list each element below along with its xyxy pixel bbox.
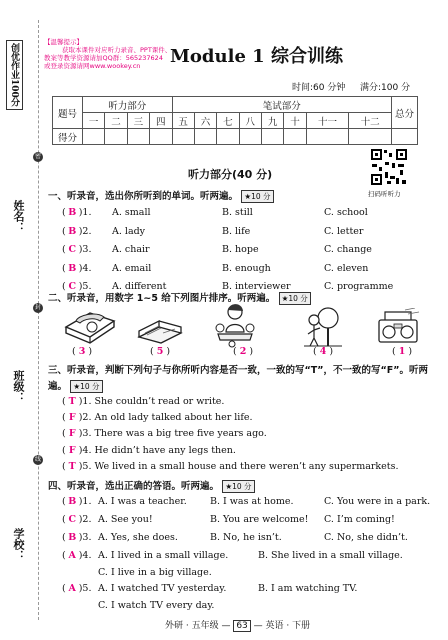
answer-text[interactable]: 3 <box>78 346 86 357</box>
score-cell[interactable] <box>105 129 127 145</box>
option-b: B. hope <box>222 244 259 255</box>
section-2-title-text: 二、听录音，用数字 1~5 给下列图片排序。听两遍。 <box>48 293 276 304</box>
answer-text[interactable]: 5 <box>156 346 164 357</box>
question-number: )3. <box>78 244 92 255</box>
table-num: 十 <box>284 113 306 129</box>
option-c: C. programme <box>324 281 394 292</box>
score-cell[interactable] <box>349 129 392 145</box>
option-b: B. No, he isn’t. <box>210 532 282 543</box>
telephone-icon <box>60 307 120 347</box>
answer-text[interactable]: B <box>68 262 77 274</box>
radio-icon <box>375 308 421 344</box>
answer-text[interactable]: 1 <box>398 346 406 357</box>
seal-line <box>38 20 39 620</box>
option-a: A. small <box>112 207 151 218</box>
table-num: 六 <box>194 113 216 129</box>
section-1-title <box>48 188 274 203</box>
question-row: ( B )3. <box>62 532 92 543</box>
brand-box <box>6 40 23 110</box>
question-row: ( A )4. <box>62 550 92 561</box>
table-label: 题号 <box>53 97 83 129</box>
answer-text[interactable]: B <box>68 225 77 237</box>
question-number: )5. <box>78 281 92 292</box>
promo-line: 教案等教学资源请加QQ群：565237624 <box>44 54 163 62</box>
promo-title: 【温馨提示】 <box>44 38 83 46</box>
score-badge: ★10 分 <box>279 292 311 305</box>
option-b: B. I was at home. <box>210 496 294 507</box>
picture-order-answer[interactable]: ( 1 ) <box>392 346 413 357</box>
question-number: )4. <box>78 262 92 274</box>
score-cell[interactable] <box>392 129 418 145</box>
option-c: C. school <box>324 207 368 218</box>
total-header: 总分 <box>392 97 418 129</box>
option-c: C. eleven <box>324 262 369 274</box>
question-row: ( C )5. <box>62 281 92 292</box>
statement-row: ( F )2. An old lady talked about her life. <box>62 412 253 424</box>
page-number: 63 <box>233 620 250 632</box>
option-a: A. I lived in a small village. <box>98 550 229 561</box>
option-a: A. Yes, she does. <box>98 532 178 543</box>
option-c: C. change <box>324 244 372 255</box>
score-cell[interactable] <box>172 129 194 145</box>
answer-text[interactable]: C <box>68 514 76 525</box>
answer-text[interactable]: T <box>68 460 76 472</box>
promo-line: 获取本课件对应听力录音、PPT课件、 <box>62 46 172 54</box>
answer-text[interactable]: T <box>68 396 76 407</box>
qr-caption: 扫码听听力 <box>368 190 401 198</box>
statement-text: )1. She couldn’t read or write. <box>78 396 225 407</box>
table-num: 二 <box>105 113 127 129</box>
score-cell[interactable] <box>239 129 261 145</box>
score-table <box>52 96 418 145</box>
option-b: B. enough <box>222 262 271 274</box>
score-badge-text: 10 分 <box>232 482 252 491</box>
option-a: A. See you! <box>98 514 153 525</box>
picture-order-answer[interactable]: ( 3 ) <box>72 346 93 357</box>
option-b: B. She lived in a small village. <box>258 550 403 561</box>
question-number: )3. <box>78 532 92 543</box>
full-score: 满分:100 分 <box>360 83 411 93</box>
question-row: ( A )5. <box>62 583 92 594</box>
option-b: B. still <box>222 207 253 218</box>
promo-line: 或登录资源请网www.wookey.cn <box>44 62 141 70</box>
question-number: )2. <box>78 514 92 525</box>
section-3-title-text: 三、听录音，判断下列句子与你所听内容是否一致，一致的写“T”，不一致的写“F”。听两 <box>48 365 428 376</box>
question-number: )4. <box>78 550 92 561</box>
option-c: C. You were in a park. <box>324 496 431 507</box>
statement-row: ( F )3. There was a big tree five years ago. <box>62 428 267 440</box>
girl-with-dvd-icon <box>210 300 260 348</box>
option-a: A. different <box>112 281 167 292</box>
table-num: 七 <box>217 113 239 129</box>
score-cell[interactable] <box>284 129 306 145</box>
question-number: )5. <box>78 583 92 594</box>
score-cell[interactable] <box>194 129 216 145</box>
page-title: Module 1 综合训练 <box>170 46 343 67</box>
option-a: A. email <box>112 262 152 274</box>
table-num: 十一 <box>306 113 349 129</box>
question-row: ( B )1. <box>62 207 92 218</box>
answer-text[interactable]: F <box>68 412 76 424</box>
question-row: ( C )3. <box>62 244 92 255</box>
picture-order-answer[interactable]: ( 5 ) <box>150 346 171 357</box>
option-a: A. I was a teacher. <box>98 496 187 507</box>
option-c: C. I’m coming! <box>324 514 395 525</box>
answer-text[interactable]: 4 <box>319 346 327 357</box>
table-num: 九 <box>262 113 284 129</box>
table-num: 五 <box>172 113 194 129</box>
score-badge-text: 10 分 <box>251 192 271 201</box>
name-label: 姓名： <box>12 200 25 233</box>
score-cell[interactable] <box>127 129 149 145</box>
option-b: B. I am watching TV. <box>258 583 358 594</box>
option-a: A. lady <box>112 225 146 237</box>
seal-dot: 封 <box>34 304 41 311</box>
option-b: B. interviewer <box>222 281 291 292</box>
statement-row: ( F )4. He didn’t have any legs then. <box>62 444 236 456</box>
option-a: A. I watched TV yesterday. <box>98 583 227 594</box>
section-4-title <box>48 478 255 493</box>
score-badge-text: 10 分 <box>288 294 308 303</box>
answer-text[interactable]: A <box>68 583 76 594</box>
table-num: 八 <box>239 113 261 129</box>
option-b: B. life <box>222 225 251 237</box>
time-limit: 时间:60 分钟 <box>292 83 346 93</box>
boy-with-tree-icon <box>298 300 348 348</box>
answer-text[interactable]: F <box>68 428 76 440</box>
table-num: 三 <box>127 113 149 129</box>
score-badge: ★10 分 <box>222 480 254 493</box>
table-num: 一 <box>83 113 105 129</box>
picture-order-answer[interactable]: ( 4 ) <box>313 346 334 357</box>
answer-text[interactable]: B <box>68 207 77 218</box>
footer-right: — 英语 · 下册 <box>253 621 311 631</box>
book-icon <box>135 307 185 347</box>
answer-text[interactable]: F <box>68 444 76 456</box>
score-badge-text: 10 分 <box>80 382 100 391</box>
statement-row: ( T )1. She couldn’t read or write. <box>62 396 225 407</box>
question-number: )1. <box>78 496 92 507</box>
qr-code-icon[interactable] <box>370 148 408 186</box>
answer-text[interactable]: B <box>68 496 77 507</box>
question-row: ( C )2. <box>62 514 92 525</box>
section-4-title-text: 四、听录音，选出正确的答语。听两遍。 <box>48 481 220 492</box>
statement-row: ( T )5. We lived in a small house and there weren’t any supermarkets. <box>62 460 399 472</box>
answer-text[interactable]: B <box>68 532 77 543</box>
section-3-title-text-cont: 遍。 <box>48 381 68 392</box>
listening-heading: 听力部分(40 分) <box>188 168 273 181</box>
listening-part-header: 听力部分 <box>83 97 173 113</box>
option-c: C. No, she didn’t. <box>324 532 408 543</box>
statement-text: )2. An old lady talked about her life. <box>78 412 253 424</box>
option-c: C. I watch TV every day. <box>98 600 215 611</box>
section-3-title <box>48 362 428 376</box>
option-a: A. chair <box>112 244 150 255</box>
question-row: ( B )4. <box>62 262 92 274</box>
page-footer <box>165 618 310 631</box>
seal-dot: 密 <box>34 153 41 160</box>
table-num: 四 <box>150 113 172 129</box>
option-b: B. You are welcome! <box>210 514 309 525</box>
question-number: )1. <box>78 207 92 218</box>
footer-left: 外研 · 五年级 — <box>165 621 231 631</box>
score-cell[interactable] <box>83 129 105 145</box>
option-c: C. letter <box>324 225 364 237</box>
answer-text[interactable]: 2 <box>239 346 247 357</box>
answer-text[interactable]: C <box>68 244 76 255</box>
score-row-label: 得分 <box>53 129 83 145</box>
seal-dot: 线 <box>34 456 41 463</box>
score-cell[interactable] <box>262 129 284 145</box>
option-c: C. I live in a big village. <box>98 567 212 578</box>
written-part-header: 笔试部分 <box>172 97 392 113</box>
statement-text: )3. There was a big tree five years ago. <box>78 428 267 440</box>
brand-text: 创优作业100分 <box>9 43 19 107</box>
school-label: 学校： <box>12 528 25 561</box>
picture-order-answer[interactable]: ( 2 ) <box>233 346 254 357</box>
table-num: 十二 <box>349 113 392 129</box>
statement-text: )4. He didn’t have any legs then. <box>78 444 236 456</box>
section-3-title-cont <box>48 378 103 393</box>
binding-strip <box>0 0 32 640</box>
section-2-title <box>48 290 311 305</box>
question-number: )2. <box>78 225 92 237</box>
section-1-title-text: 一、听录音，选出你所听到的单词。听两遍。 <box>48 191 239 202</box>
score-badge: ★10 分 <box>241 190 273 203</box>
question-row: ( B )1. <box>62 496 92 507</box>
answer-text[interactable]: C <box>68 281 76 292</box>
score-cell[interactable] <box>217 129 239 145</box>
score-badge: ★10 分 <box>70 380 102 393</box>
question-row: ( B )2. <box>62 225 92 237</box>
answer-text[interactable]: A <box>68 550 76 561</box>
score-cell[interactable] <box>150 129 172 145</box>
statement-text: )5. We lived in a small house and there weren’t any supermarkets. <box>78 460 399 472</box>
score-cell[interactable] <box>306 129 349 145</box>
promo-box <box>44 38 171 70</box>
class-label: 班级： <box>12 370 25 403</box>
